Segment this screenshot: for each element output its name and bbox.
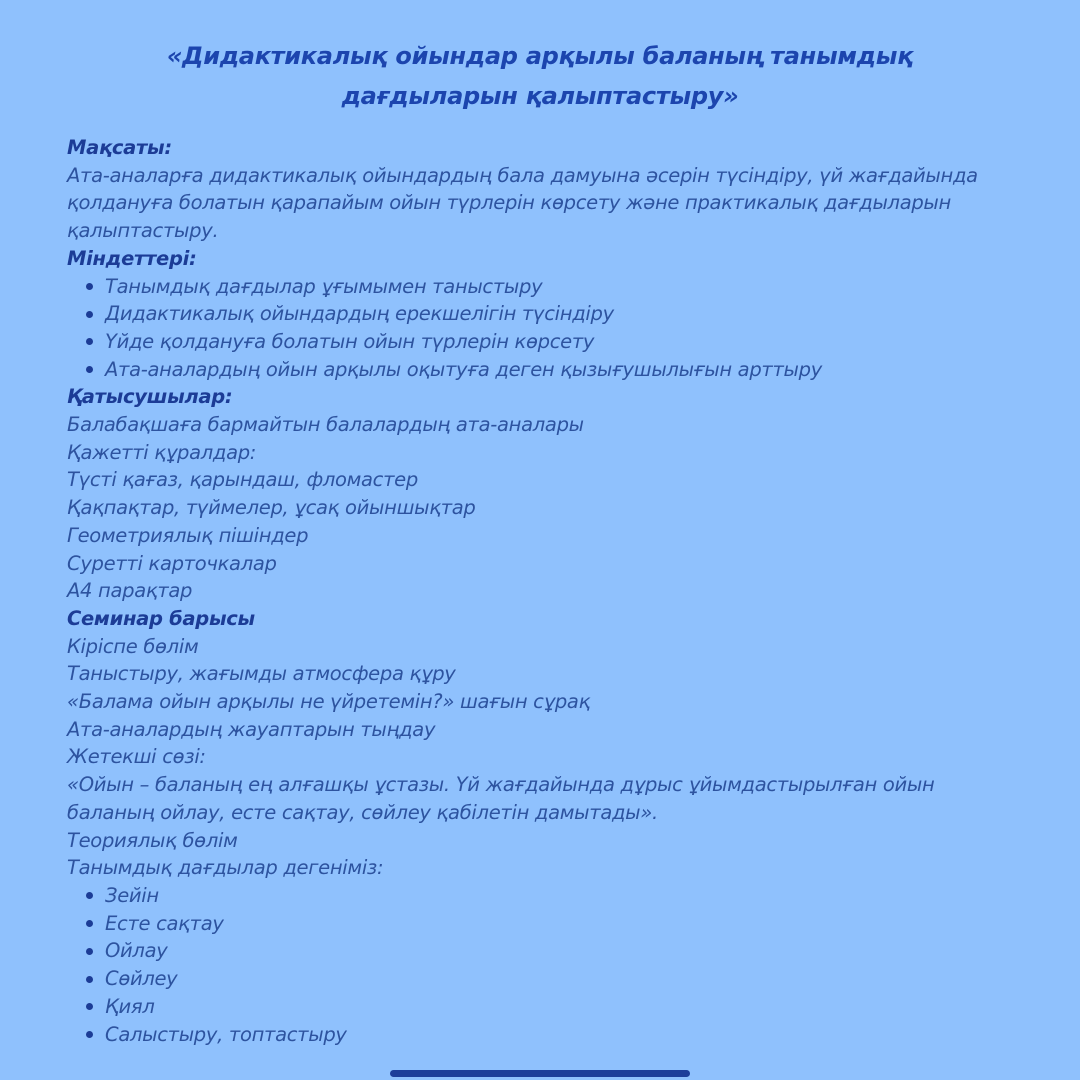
text-line: А4 парақтар — [67, 579, 193, 603]
list-item: Салыстыру, топтастыру — [67, 1021, 1027, 1049]
section-heading: Қатысушылар: — [67, 385, 233, 409]
section-heading: Міндеттері: — [67, 246, 197, 270]
list-item: Ата-аналардың ойын арқылы оқытуға деген қызығушылығын арттыру — [67, 356, 1027, 384]
text-line: Қажетті құралдар: — [67, 440, 257, 464]
text-line: Ата-аналардың жауаптарын тыңдау — [67, 717, 436, 741]
list-item: Есте сақтау — [67, 910, 1027, 938]
page-title: «Дидактикалық ойындар арқылы баланың танымдық дағдыларын қалыптастыру» — [166, 42, 914, 110]
list-item: Дидактикалық ойындардың ерекшелігін түсіндіру — [67, 300, 1027, 328]
list-item: Ойлау — [67, 937, 1027, 965]
text-line: Суретті карточкалар — [67, 551, 277, 575]
text-line: Балабақшаға бармайтын балалардың ата-аналары — [67, 413, 584, 437]
list-item: Сөйлеу — [67, 965, 1027, 993]
text-line: Қақпақтар, түймелер, ұсақ ойыншықтар — [67, 496, 476, 520]
section-heading: Семинар барысы — [67, 606, 255, 630]
text-line: Таныстыру, жағымды атмосфера құру — [67, 662, 456, 686]
text-line: Түсті қағаз, қарындаш, фломастер — [67, 468, 418, 492]
text-line: Танымдық дағдылар дегеніміз: — [67, 856, 384, 880]
home-indicator-bar — [390, 1070, 690, 1077]
text-line: Ата-аналарға дидактикалық ойындардың бала дамуына әсерін түсіндіру, үй жағдайында қолдануға болатын қарапайым ойын түрлерін көрсету және практикалық дағдыларын қалыптастыру. — [67, 163, 978, 243]
document-body — [67, 134, 1027, 1048]
text-line: Кіріспе бөлім — [67, 634, 199, 658]
list-item: Қиял — [67, 993, 1027, 1021]
text-line: Геометриялық пішіндер — [67, 523, 309, 547]
text-line: «Ойын – баланың ең алғашқы ұстазы. Үй жағдайында дұрыс ұйымдастырылған ойын баланың ойлау, есте сақтау, сөйлеу қабілетін дамытады». — [67, 773, 935, 824]
list-item: Танымдық дағдылар ұғымымен таныстыру — [67, 273, 1027, 301]
text-line: «Балама ойын арқылы не үйретемін?» шағын сұрақ — [67, 690, 591, 714]
section-heading: Мақсаты: — [67, 136, 172, 159]
text-line: Жетекші сөзі: — [67, 745, 206, 769]
text-line: Теориялық бөлім — [67, 828, 238, 852]
list-item: Үйде қолдануға болатын ойын түрлерін көрсету — [67, 328, 1027, 356]
list-item: Зейін — [67, 882, 1027, 910]
